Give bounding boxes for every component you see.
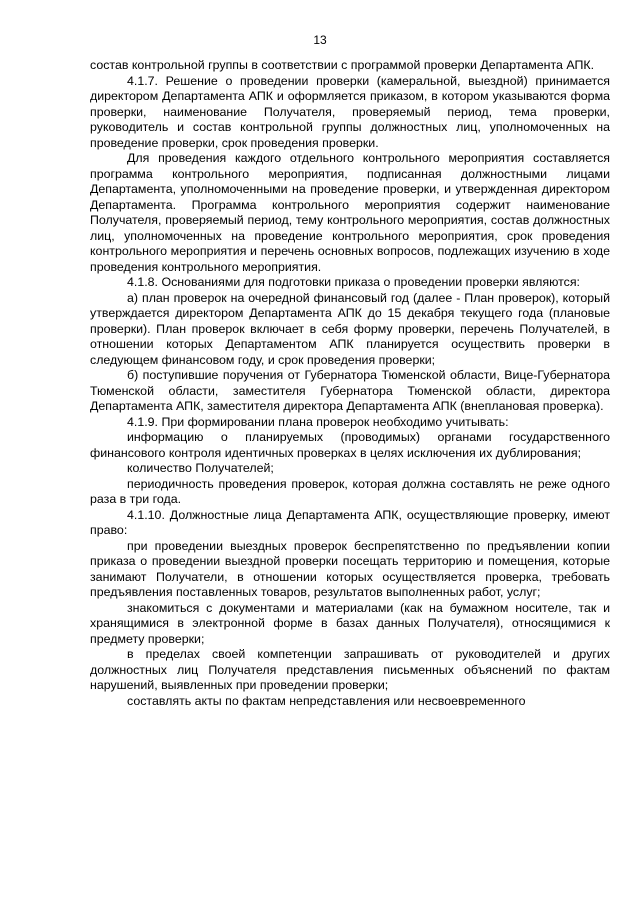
paragraph: периодичность проведения проверок, которая должна составлять не реже одного раза в три года. bbox=[90, 476, 610, 506]
paragraph: составлять акты по фактам непредставления или несвоевременного bbox=[127, 693, 526, 708]
paragraph: в пределах своей компетенции запрашивать от руководителей и других должностных лиц Получателя представления письменных объяснений по фактам нарушений, выявленных при проведении проверки; bbox=[90, 647, 610, 692]
paragraph: количество Получателей; bbox=[127, 461, 274, 475]
paragraph: б) поступившие поручения от Губернатора Тюменской области, Вице-Губернатора Тюменской области, заместителя Губернатора Тюменской области, директора Департамента АПК, заместителя директора Департамента АПК (внеплановая проверка). bbox=[90, 368, 610, 413]
page-number: 13 bbox=[313, 33, 327, 47]
paragraph: Для проведения каждого отдельного контрольного мероприятия составляется программа контрольного мероприятия, подписанная должностными лицами Департамента, уполномоченными на проведение проверки, и утвержденная директором Департамента. Программа контрольного мероприятия содержит наименование Получателя, проверяемый период, тему контрольного мероприятия, состав должностных лиц, уполномоченных на проведение контрольного мероприятия, срок проведения контрольного мероприятия и перечень основных вопросов, подлежащих изучению в ходе проведения контрольного мероприятия. bbox=[90, 151, 610, 274]
paragraph: а) план проверок на очередной финансовый год (далее - План проверок), который утверждается директором Департамента АПК до 15 декабря текущего года (плановые проверки). План проверок включает в себя форму проверки, перечень Получателей, в отношении которых Департаментом АПК планируется осуществить проверки в следующем финансовом году, и срок проведения проверки; bbox=[90, 290, 610, 367]
paragraph: при проведении выездных проверок беспрепятственно по предъявлении копии приказа о проведении выездной проверки посещать территорию и помещения, которые занимают Получатели, в отношении которых осуществляется проверка, требовать предъявления поставленных товаров, результатов выполненных работ, услуг; bbox=[90, 538, 610, 599]
document-body bbox=[90, 58, 610, 709]
paragraph: знакомиться с документами и материалами (как на бумажном носителе, так и хранящимися в электронной форме в базах данных Получателя), относящимися к предмету проверки; bbox=[90, 600, 610, 646]
paragraph: 4.1.9. При формировании плана проверок необходимо учитывать: bbox=[127, 414, 509, 429]
paragraph: 4.1.7. Решение о проведении проверки (камеральной, выездной) принимается директором Департамента АПК и оформляется приказом, в котором указываются форма проверки, наименование Получателя, проверяемый период, тема проверки, руководитель и состав контрольной группы должностных лиц, уполномоченных на проведение проверки, срок проведения проверки. bbox=[90, 73, 610, 150]
paragraph: информацию о планируемых (проводимых) органами государственного финансового контроля идентичных проверках в целях исключения их дублирования; bbox=[90, 430, 610, 460]
paragraph: 4.1.8. Основаниями для подготовки приказа о проведении проверки являются: bbox=[127, 275, 581, 289]
paragraph: состав контрольной группы в соответствии с программой проверки Департамента АПК. bbox=[90, 58, 595, 72]
paragraph: 4.1.10. Должностные лица Департамента АПК, осуществляющие проверку, имеют право: bbox=[90, 507, 610, 537]
